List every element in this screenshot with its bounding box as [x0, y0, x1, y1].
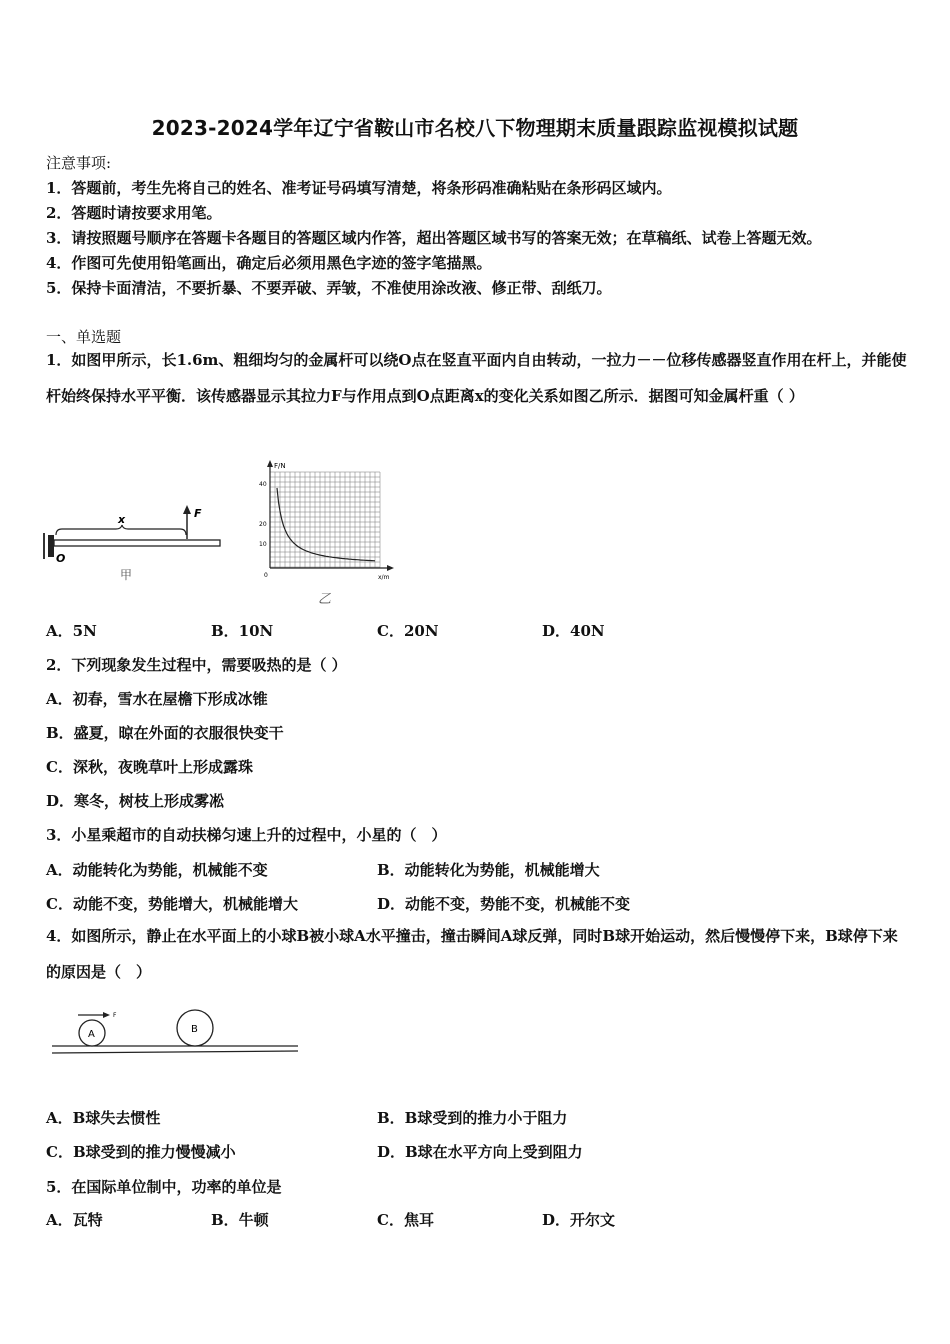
ball-b-label: B	[191, 1024, 198, 1035]
graph-y-tick: 40	[259, 481, 267, 488]
graph-x-tick: 0	[264, 572, 268, 579]
notice-item: 1．答题前，考生先将自己的姓名、准考证号码填写清楚，将条形码准确粘贴在条形码区域内。	[46, 179, 672, 197]
q4-option-a: A．B球失去惯性	[46, 1109, 161, 1127]
question-3-text: 3．小星乘超市的自动扶梯匀速上升的过程中，小星的（ ）	[46, 826, 447, 844]
notice-item: 2．答题时请按要求用笔。	[46, 204, 222, 222]
q1-option-d: D．40N	[542, 622, 605, 640]
section-heading: 一、单选题	[46, 328, 122, 346]
q1-option-c: C．20N	[377, 622, 439, 640]
q5-option-c: C．焦耳	[377, 1211, 434, 1229]
figure-yi	[250, 458, 400, 608]
graph-y-tick: 10	[259, 541, 267, 548]
question-1-text: 1．如图甲所示，长1.6m、粗细均匀的金属杆可以绕O点在竖直平面内自由转动，一拉力－－位移传感器竖直作用在杆上，并能使杆始终保持水平平衡．该传感器显示其拉力F与作用点到O点距离x的变化关系如图乙所示．据图可知金属杆重（ ）	[46, 351, 907, 405]
figure-jia	[40, 495, 230, 585]
notice-item: 3．请按照题号顺序在答题卡各题目的答题区域内作答，超出答题区域书写的答案无效；在草稿纸、试卷上答题无效。	[46, 229, 822, 247]
q5-option-b: B．牛顿	[211, 1211, 269, 1229]
figure-caption-jia: 甲	[120, 568, 133, 582]
question-5-text: 5．在国际单位制中，功率的单位是	[46, 1178, 282, 1196]
q3-option-c: C．动能不变，势能增大，机械能增大	[46, 895, 298, 913]
q1-option-b: B．10N	[211, 622, 274, 640]
q4-option-d: D．B球在水平方向上受到阻力	[377, 1143, 583, 1161]
q1-option-a: A．5N	[46, 622, 97, 640]
x-brace	[56, 525, 186, 535]
q5-option-a: A．瓦特	[46, 1211, 103, 1229]
point-o-label: O	[56, 552, 66, 565]
q4-option-c: C．B球受到的推力慢慢减小	[46, 1143, 236, 1161]
push-arrow-label: F	[113, 1012, 117, 1019]
q3-option-a: A．动能转化为势能，机械能不变	[46, 861, 268, 879]
notice-item: 4．作图可先使用铅笔画出，确定后必须用黑色字迹的签字笔描黑。	[46, 254, 492, 272]
x-axis-arrow	[387, 565, 394, 571]
graph-y-label: F/N	[274, 462, 286, 470]
q2-option-b: B．盛夏，晾在外面的衣服很快变干	[46, 724, 284, 742]
q3-option-b: B．动能转化为势能，机械能增大	[377, 861, 600, 879]
ball-a-label: A	[88, 1029, 95, 1040]
wall-mount	[48, 535, 54, 557]
q2-option-a: A．初春，雪水在屋檐下形成冰锥	[46, 690, 268, 708]
ground-line-bottom	[52, 1051, 298, 1053]
q5-option-d: D．开尔文	[542, 1211, 616, 1229]
q4-option-b: B．B球受到的推力小于阻力	[377, 1109, 568, 1127]
graph-x-label: x/m	[378, 574, 390, 581]
notice-heading: 注意事项:	[46, 154, 112, 172]
force-arrowhead	[183, 505, 191, 514]
page-title: 2023-2024学年辽宁省鞍山市名校八下物理期末质量跟踪监视模拟试题	[151, 116, 799, 140]
graph-curve	[277, 488, 375, 561]
x-label: x	[118, 513, 126, 526]
y-axis-arrow	[267, 460, 273, 467]
f-label: F	[194, 507, 202, 520]
graph-y-tick: 20	[259, 521, 267, 528]
q2-option-d: D．寒冬，树枝上形成雾凇	[46, 792, 225, 810]
question-4-text: 4．如图所示，静止在水平面上的小球B被小球A水平撞击，撞击瞬间A球反弹，同时B球开始运动，然后慢慢停下来，B球停下来的原因是（ ）	[46, 927, 898, 981]
metal-rod	[54, 540, 220, 546]
q2-option-c: C．深秋，夜晚草叶上形成露珠	[46, 758, 253, 776]
figure-balls	[48, 1005, 308, 1065]
q3-option-d: D．动能不变，势能不变，机械能不变	[377, 895, 631, 913]
figure-caption-yi: 乙	[318, 592, 332, 607]
notice-item: 5．保持卡面清洁，不要折暴、不要弄破、弄皱，不准使用涂改液、修正带、刮纸刀。	[46, 279, 612, 297]
graph-grid	[270, 472, 380, 568]
question-2-text: 2．下列现象发生过程中，需要吸热的是（ ）	[46, 656, 347, 674]
push-arrowhead	[103, 1012, 110, 1018]
